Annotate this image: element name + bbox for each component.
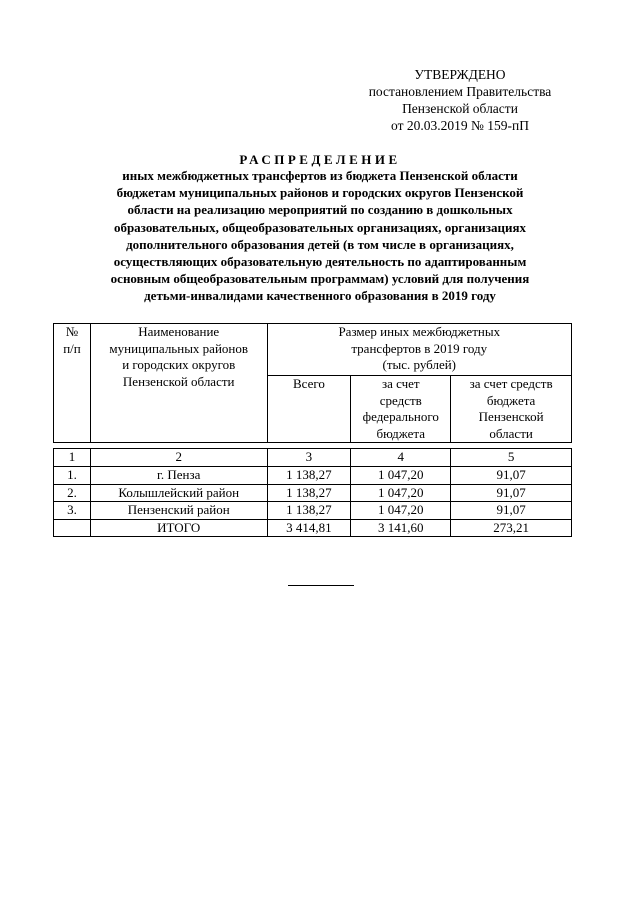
header-text: п/п <box>63 340 81 356</box>
heading-line: бюджетам муниципальных районов и городских округов Пензенской <box>116 185 524 201</box>
municipality-name: г. Пенза <box>90 466 267 484</box>
heading-line: иных межбюджетных трансфертов из бюджета Пензенской области <box>122 168 518 183</box>
approval-title: УТВЕРЖДЕНО <box>414 67 506 82</box>
header-transfer-size <box>267 324 571 376</box>
heading-line: основным общеобразовательным программам) условий для получения <box>110 271 530 287</box>
document-heading <box>62 167 578 305</box>
document-title: РАСПРЕДЕЛЕНИЕ <box>239 152 401 167</box>
header-text: Пензенской области <box>122 373 235 389</box>
grand-federal-amount: 3 141,60 <box>351 519 451 537</box>
header-text: муниципальных районов <box>109 340 248 356</box>
header-total: Всего <box>267 376 351 443</box>
header-text: № <box>65 324 79 339</box>
header-text: Размер иных межбюджетных <box>338 324 501 339</box>
distribution-table <box>53 323 572 537</box>
header-number <box>54 324 91 443</box>
end-divider-line <box>288 585 354 586</box>
header-federal <box>351 376 451 443</box>
municipality-name: Колышлейский район <box>90 484 267 502</box>
total-amount: 1 138,27 <box>267 484 351 502</box>
grand-total-amount: 3 414,81 <box>267 519 351 537</box>
federal-amount: 1 047,20 <box>351 502 451 520</box>
row-number: 3. <box>54 502 91 520</box>
column-number: 2 <box>90 449 267 467</box>
column-number: 3 <box>267 449 351 467</box>
regional-amount: 91,07 <box>451 466 572 484</box>
federal-amount: 1 047,20 <box>351 466 451 484</box>
header-regional <box>451 376 572 443</box>
federal-amount: 1 047,20 <box>351 484 451 502</box>
header-text: средств <box>379 392 422 408</box>
heading-line: осуществляющих образовательную деятельность по адаптированным <box>113 254 527 270</box>
row-number: 2. <box>54 484 91 502</box>
heading-line: образовательных, общеобразовательных организациях, организациях <box>113 219 527 235</box>
total-label: ИТОГО <box>90 519 267 537</box>
column-number-row <box>54 449 572 467</box>
table-row <box>54 466 572 484</box>
header-text: и городских округов <box>122 357 236 373</box>
total-row <box>54 519 572 537</box>
regional-amount: 91,07 <box>451 484 572 502</box>
header-text: (тыс. рублей) <box>382 357 457 373</box>
header-text: области <box>489 425 533 441</box>
municipality-name: Пензенский район <box>90 502 267 520</box>
header-text: трансфертов в 2019 году <box>351 340 488 356</box>
total-amount: 1 138,27 <box>267 466 351 484</box>
row-number: 1. <box>54 466 91 484</box>
total-row-number <box>54 519 91 537</box>
table-row <box>54 502 572 520</box>
header-name <box>90 324 267 443</box>
regional-amount: 91,07 <box>451 502 572 520</box>
approval-date: от 20.03.2019 № 159-пП <box>391 118 529 133</box>
column-number: 1 <box>54 449 91 467</box>
heading-line: области на реализацию мероприятий по созданию в дошкольных <box>127 202 513 218</box>
header-text: федерального <box>362 409 439 425</box>
header-text: за счет средств <box>469 376 553 391</box>
table-row <box>54 484 572 502</box>
header-text: бюджета <box>376 425 425 441</box>
grand-regional-amount: 273,21 <box>451 519 572 537</box>
heading-line: детьми-инвалидами качественного образования в 2019 году <box>144 288 496 304</box>
heading-line: дополнительного образования детей (в том числе в организациях, <box>126 236 514 252</box>
header-text: Наименование <box>138 324 220 339</box>
column-number: 5 <box>451 449 572 467</box>
approval-stamp <box>330 66 590 134</box>
approval-line: Пензенской области <box>402 101 518 116</box>
header-text: бюджета <box>486 392 536 408</box>
approval-line: постановлением Правительства <box>368 84 552 99</box>
header-text: за счет <box>381 376 420 391</box>
column-number: 4 <box>351 449 451 467</box>
total-amount: 1 138,27 <box>267 502 351 520</box>
header-text: Пензенской <box>478 409 544 425</box>
